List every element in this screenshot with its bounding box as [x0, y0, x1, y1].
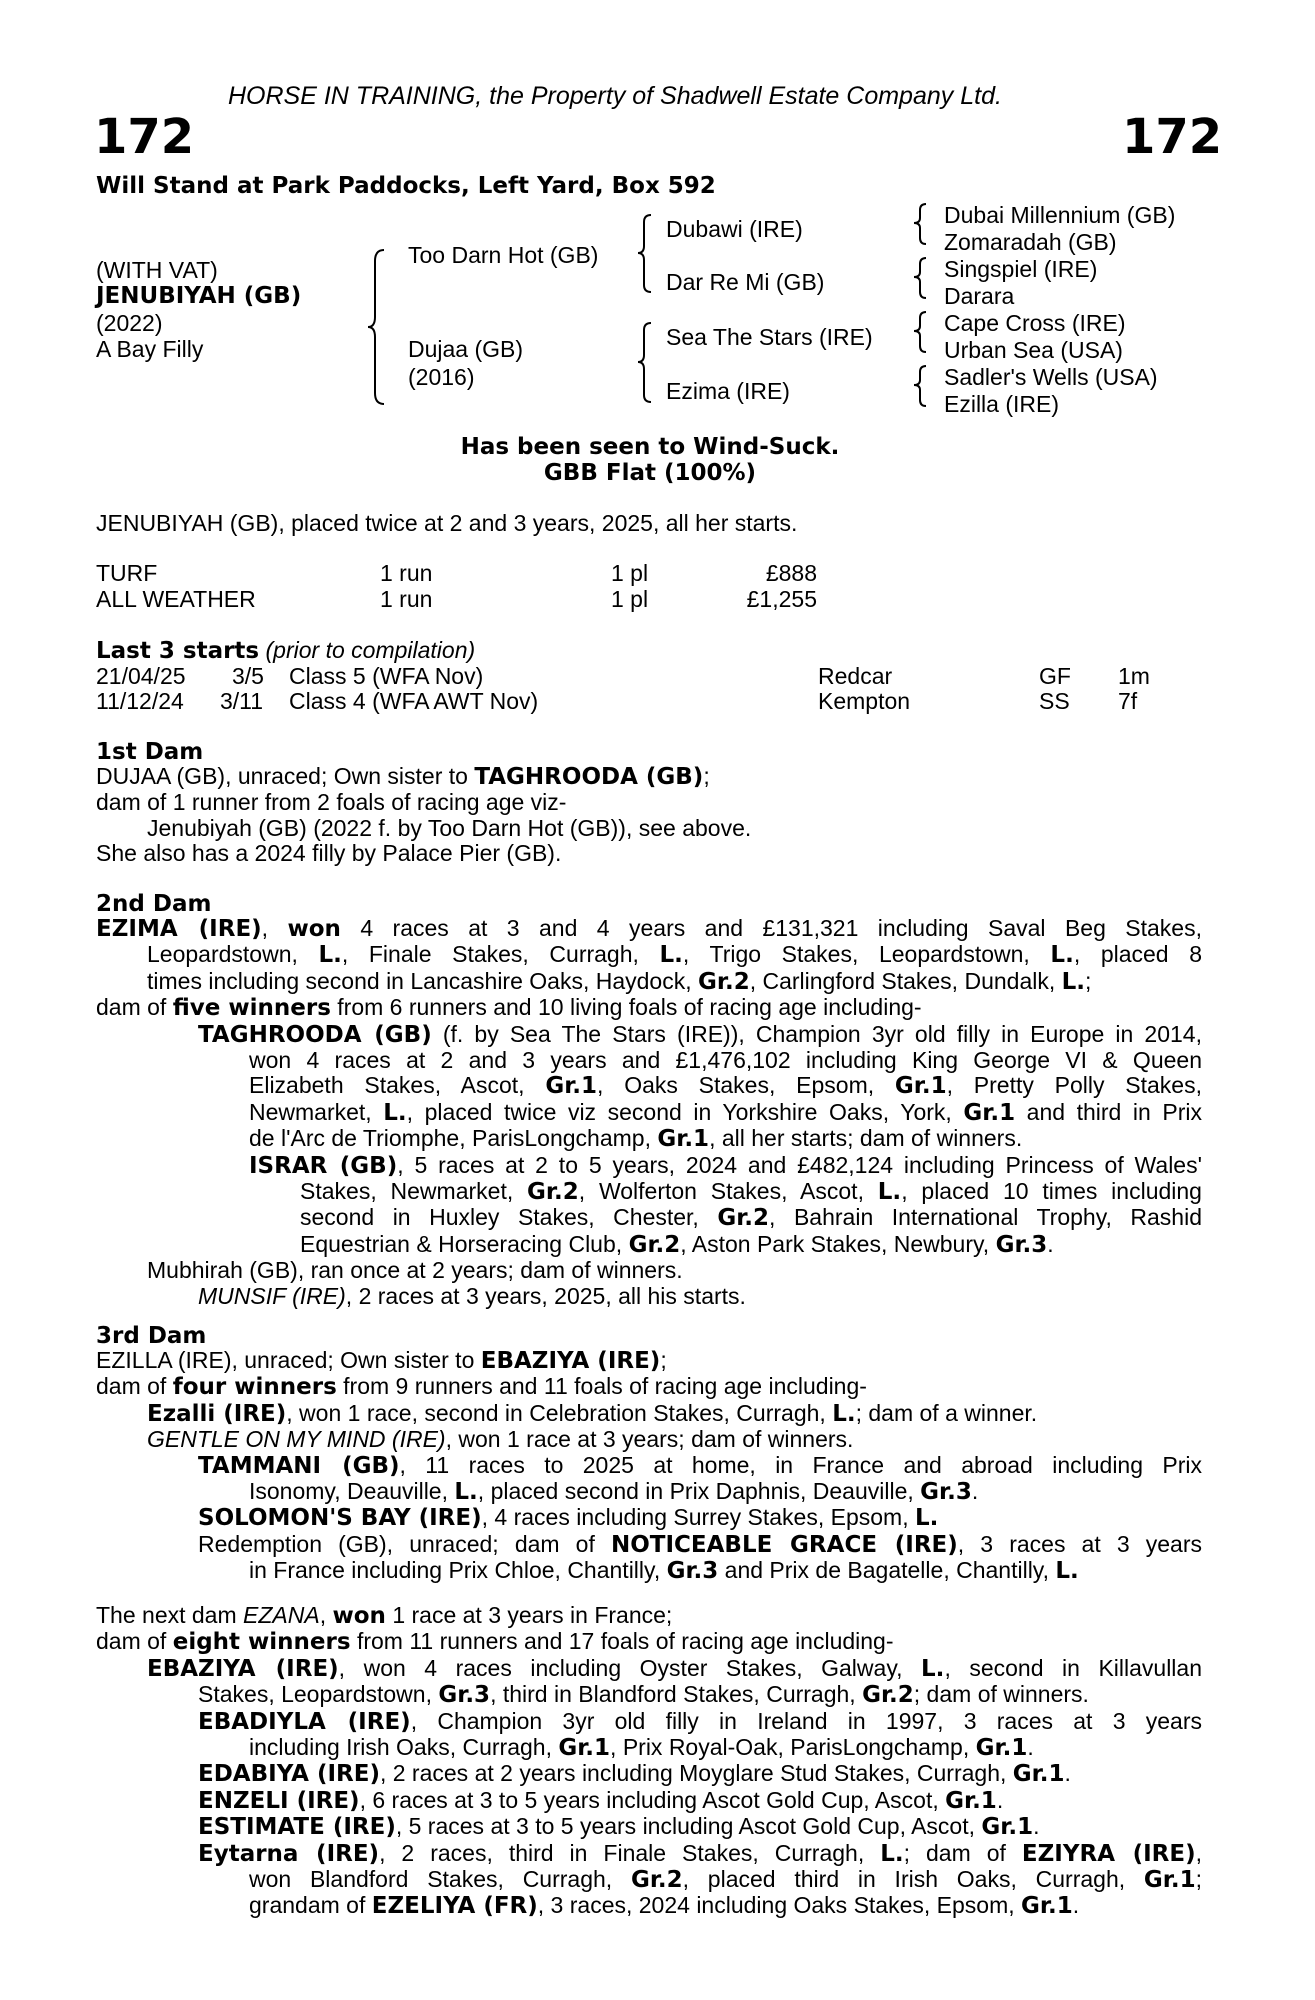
dam-dam: Ezima (IRE) [666, 378, 790, 404]
record-placed: 1 pl [611, 586, 649, 612]
ped-dds: Sadler's Wells (USA) [944, 364, 1158, 390]
text-line: ESTIMATE (IRE), 5 races at 3 to 5 years including Ascot Gold Cup, Ascot, Gr.1. [198, 1813, 1040, 1841]
start-distance: 1m [1118, 663, 1150, 689]
horse-description: A Bay Filly [96, 336, 204, 362]
ped-dss: Cape Cross (IRE) [944, 310, 1126, 336]
third-dam-text [96, 1348, 1202, 1585]
brace-dam-parents [636, 320, 656, 406]
text-line: She also has a 2024 filly by Palace Pier (GB). [96, 840, 562, 867]
ped-ddd: Ezilla (IRE) [944, 391, 1060, 417]
text-line: dam of four winners from 9 runners and 11 foals of racing age including- [96, 1373, 867, 1401]
second-dam-text [96, 916, 1202, 1309]
text-line: in France including Prix Chloe, Chantilly, Gr.3 and Prix de Bagatelle, Chantilly, L. [249, 1557, 1079, 1585]
start-race: Class 4 (WFA AWT Nov) [289, 688, 539, 714]
first-dam-text [96, 764, 1202, 867]
record-surface: ALL WEATHER [96, 586, 256, 612]
text-line: times including second in Lancashire Oaks, Haydock, Gr.2, Carlingford Stakes, Dundalk, L.; [147, 967, 1092, 995]
lot-number-left: 172 [94, 109, 195, 165]
next-dam-text [96, 1603, 1202, 1920]
start-course: Kempton [818, 688, 911, 714]
sire-sire: Dubawi (IRE) [666, 216, 803, 242]
text-line: DUJAA (GB), unraced; Own sister to TAGHROODA (GB); [96, 763, 710, 790]
text-line: Jenubiyah (GB) (2022 f. by Too Darn Hot (GB)), see above. [147, 814, 752, 841]
start-race: Class 5 (WFA Nov) [289, 663, 484, 689]
brace-sire-dam [366, 247, 390, 407]
brace-sire-parents [636, 212, 656, 296]
text-line: Stakes, Leopardstown, Gr.3, third in Blandford Stakes, Curragh, Gr.2; dam of winners. [198, 1681, 1089, 1709]
start-date: 11/12/24 [96, 688, 184, 714]
brace-g4 [912, 364, 930, 408]
start-distance: 7f [1118, 688, 1138, 714]
record-runs: 1 run [380, 586, 433, 612]
dam-year: (2016) [408, 364, 475, 390]
dam-sire: Sea The Stars (IRE) [666, 324, 873, 350]
catalogue-header: HORSE IN TRAINING, the Property of Shadwell Estate Company Ltd. [228, 82, 1002, 110]
text-line: won 4 races at 2 and 3 years and £1,476,102 including King George VI & Queen [249, 1047, 1202, 1074]
brace-g3 [912, 310, 930, 354]
text-line: Mubhirah (GB), ran once at 2 years; dam of winners. [147, 1257, 683, 1284]
record-runs: 1 run [380, 560, 433, 586]
vat-note: (WITH VAT) [96, 257, 218, 283]
text-line: Ezalli (IRE), won 1 race, second in Celebration Stakes, Curragh, L.; dam of a winner. [147, 1399, 1038, 1427]
start-going: SS [1039, 688, 1070, 714]
text-line: including Irish Oaks, Curragh, Gr.1, Prix Royal-Oak, ParisLongchamp, Gr.1. [249, 1734, 1034, 1762]
brace-g1 [912, 202, 930, 246]
text-line: GENTLE ON MY MIND (IRE), won 1 race at 3 years; dam of winners. [147, 1426, 854, 1453]
text-line: Leopardstown, L., Finale Stakes, Curragh, L., Trigo Stakes, Leopardstown, L., placed 8 [147, 941, 1202, 969]
start-date: 21/04/25 [96, 663, 186, 689]
last-starts-heading: Last 3 starts [96, 638, 260, 664]
text-line: Elizabeth Stakes, Ascot, Gr.1, Oaks Stakes, Epsom, Gr.1, Pretty Polly Stakes, [249, 1072, 1202, 1100]
horse-year: (2022) [96, 310, 163, 336]
record-prize: £1,255 [746, 586, 817, 612]
text-line: ENZELI (IRE), 6 races at 3 to 5 years including Ascot Gold Cup, Ascot, Gr.1. [198, 1786, 1004, 1814]
text-line: Equestrian & Horseracing Club, Gr.2, Aston Park Stakes, Newbury, Gr.3. [300, 1230, 1054, 1258]
start-position: 3/11 [220, 688, 264, 714]
third-dam-heading: 3rd Dam [96, 1323, 207, 1349]
record-prize: £888 [765, 560, 817, 586]
ped-dsd: Urban Sea (USA) [944, 337, 1123, 363]
text-line: SOLOMON'S BAY (IRE), 4 races including Surrey Stakes, Epsom, L. [198, 1504, 939, 1532]
text-line: dam of five winners from 6 runners and 10 living foals of racing age including- [96, 994, 922, 1022]
wind-suck-note: Has been seen to Wind-Suck. [460, 434, 840, 460]
text-line: dam of 1 runner from 2 foals of racing age viz- [96, 789, 567, 816]
stand-location: Will Stand at Park Paddocks, Left Yard, Box 592 [96, 173, 716, 199]
sire-dam: Dar Re Mi (GB) [666, 269, 825, 295]
text-line: Stakes, Newmarket, Gr.2, Wolferton Stakes, Ascot, L., placed 10 times including [300, 1178, 1202, 1206]
last-starts-heading-line [96, 639, 475, 663]
text-line: ISRAR (GB), 5 races at 2 to 5 years, 2024 and £482,124 including Princess of Wales' [249, 1151, 1202, 1179]
text-line: EBADIYLA (IRE), Champion 3yr old filly in Ireland in 1997, 3 races at 3 years [198, 1707, 1202, 1735]
ped-ssd: Zomaradah (GB) [944, 229, 1117, 255]
lot-number-right: 172 [1122, 109, 1223, 165]
text-line: TAMMANI (GB), 11 races to 2025 at home, in France and abroad including Prix [198, 1451, 1203, 1479]
gbb-flat-note: GBB Flat (100%) [543, 460, 757, 486]
text-line: The next dam EZANA, won 1 race at 3 years in France; [96, 1602, 673, 1629]
text-line: dam of eight winners from 11 runners and 17 foals of racing age including- [96, 1628, 894, 1656]
last-starts-note: (prior to compilation) [265, 637, 476, 663]
text-line: de l'Arc de Triomphe, ParisLongchamp, Gr.1, all her starts; dam of winners. [249, 1125, 1023, 1153]
ped-sds: Singspiel (IRE) [944, 256, 1098, 282]
start-going: GF [1039, 663, 1071, 689]
text-line: EBAZIYA (IRE), won 4 races including Oyster Stakes, Galway, L., second in Killavullan [147, 1654, 1203, 1682]
text-line: EDABIYA (IRE), 2 races at 2 years including Moyglare Stud Stakes, Curragh, Gr.1. [198, 1760, 1071, 1788]
dam-name: Dujaa (GB) [408, 336, 524, 362]
ped-sdd: Darara [944, 283, 1015, 309]
text-line: EZIMA (IRE), won 4 races at 3 and 4 years and £131,321 including Saval Beg Stakes, [96, 915, 1202, 942]
brace-g2 [912, 256, 930, 300]
second-dam-heading: 2nd Dam [96, 891, 212, 917]
start-course: Redcar [818, 663, 893, 689]
record-placed: 1 pl [611, 560, 649, 586]
text-line: Newmarket, L., placed twice viz second in Yorkshire Oaks, York, Gr.1 and third in Prix [249, 1098, 1202, 1126]
text-line: MUNSIF (IRE), 2 races at 3 years, 2025, all his starts. [198, 1282, 746, 1309]
text-line: TAGHROODA (GB) (f. by Sea The Stars (IRE)), Champion 3yr old filly in Europe in 2014, [198, 1020, 1202, 1048]
sire-name: Too Darn Hot (GB) [408, 242, 599, 268]
start-position: 3/5 [232, 663, 264, 689]
text-line: Redemption (GB), unraced; dam of NOTICEABLE GRACE (IRE), 3 races at 3 years [198, 1530, 1203, 1558]
first-dam-heading: 1st Dam [96, 739, 204, 765]
text-line: won Blandford Stakes, Curragh, Gr.2, placed third in Irish Oaks, Curragh, Gr.1; [249, 1866, 1202, 1894]
record-surface: TURF [96, 560, 158, 586]
race-summary: JENUBIYAH (GB), placed twice at 2 and 3 years, 2025, all her starts. [96, 510, 798, 536]
text-line: grandam of EZELIYA (FR), 3 races, 2024 including Oaks Stakes, Epsom, Gr.1. [249, 1892, 1080, 1920]
text-line: Isonomy, Deauville, L., placed second in Prix Daphnis, Deauville, Gr.3. [249, 1478, 979, 1506]
text-line: EZILLA (IRE), unraced; Own sister to EBAZIYA (IRE); [96, 1347, 667, 1374]
text-line: second in Huxley Stakes, Chester, Gr.2, Bahrain International Trophy, Rashid [300, 1204, 1202, 1232]
text-line: Eytarna (IRE), 2 races, third in Finale Stakes, Curragh, L.; dam of EZIYRA (IRE), [198, 1839, 1202, 1867]
horse-name: JENUBIYAH (GB) [96, 283, 302, 309]
ped-sss: Dubai Millennium (GB) [944, 202, 1176, 228]
